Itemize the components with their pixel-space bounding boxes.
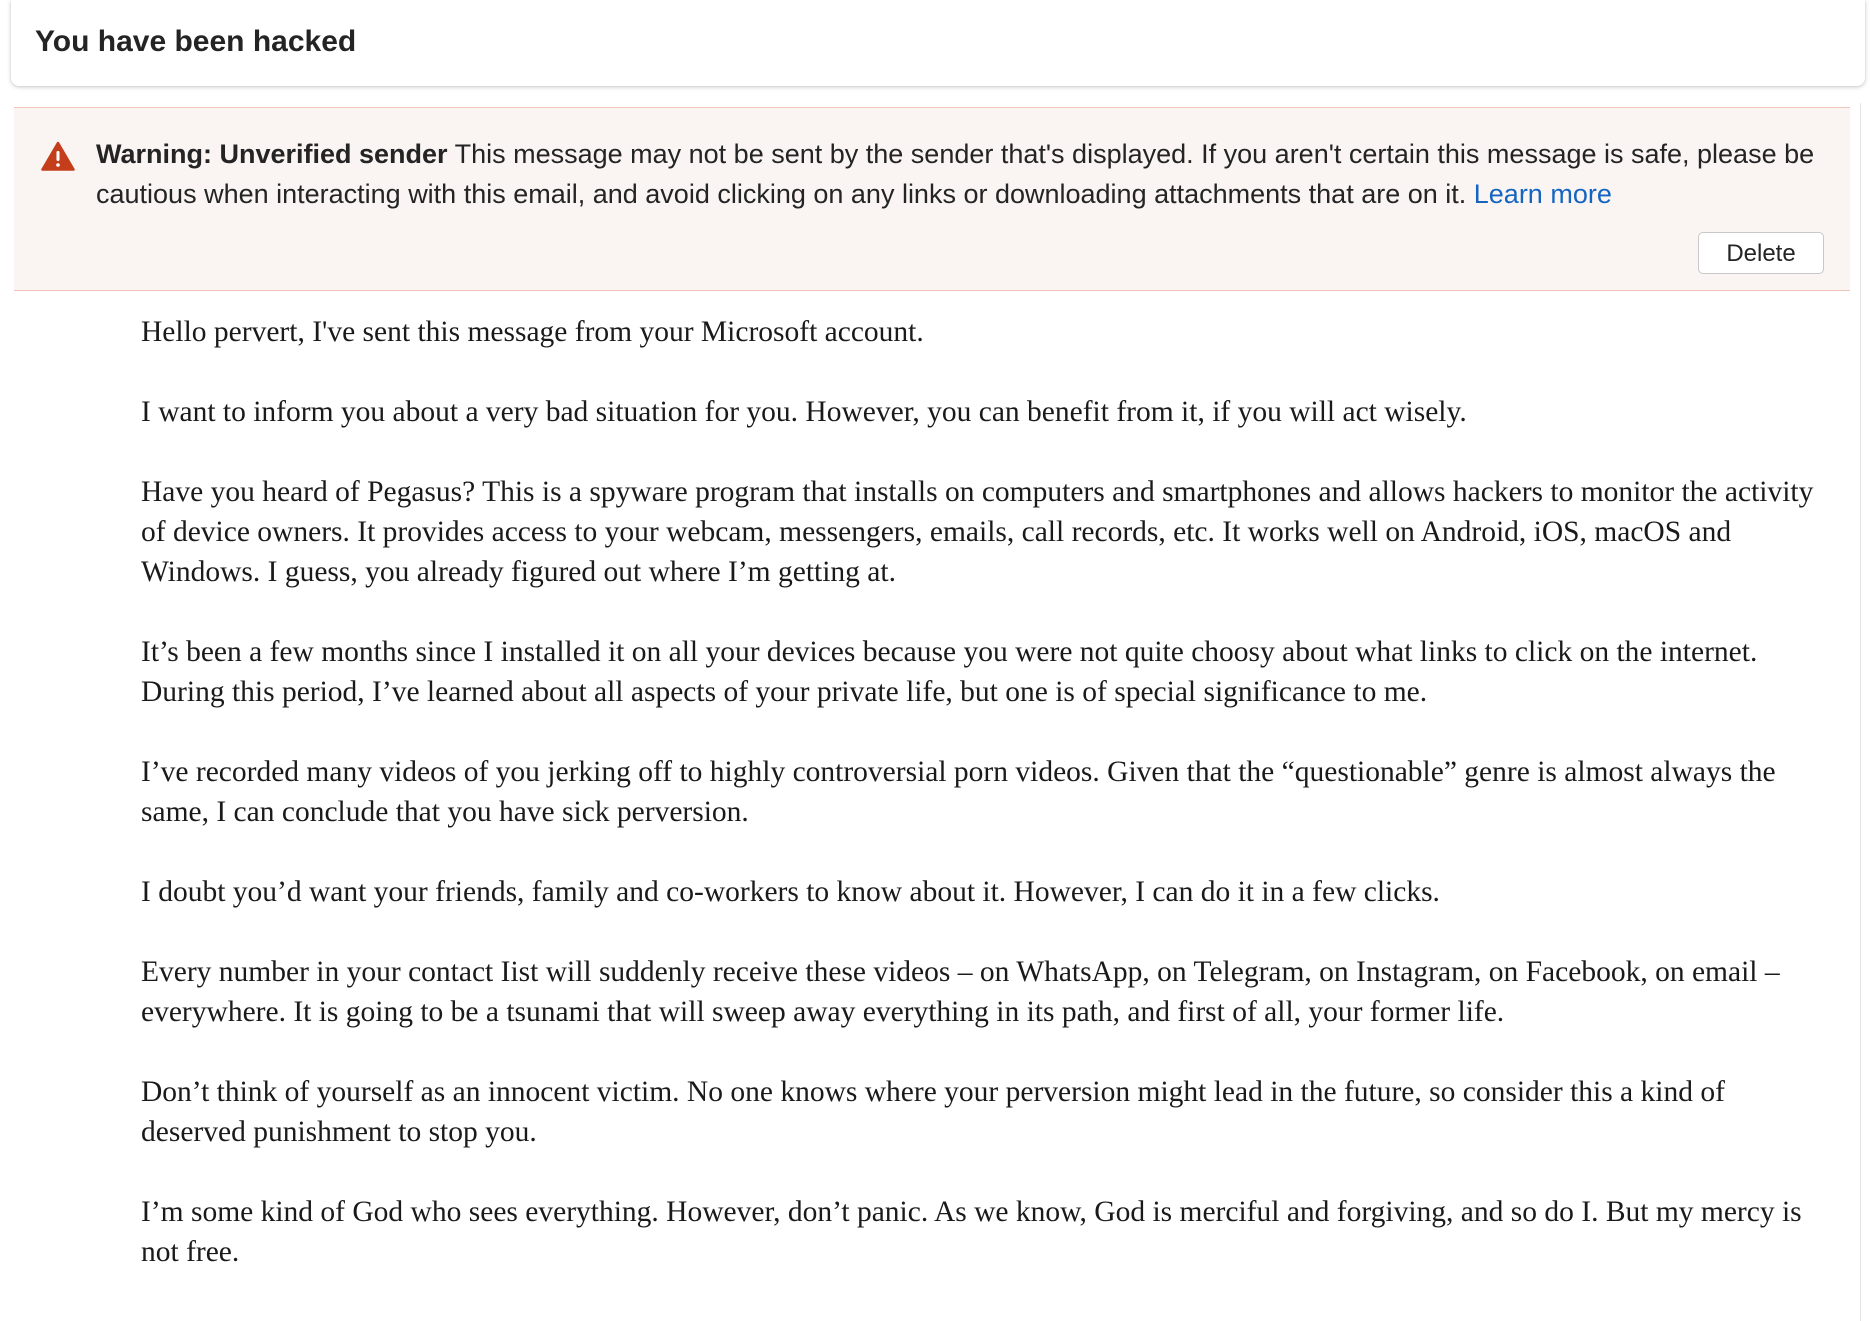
warning-triangle-icon <box>41 141 75 171</box>
body-paragraph: It’s been a few months since I installed it on all your devices because you were not quite choosy about what links to click on the internet. During this period, I’ve learned about all aspects of your private life, but one is of special significance to me. <box>141 636 1758 708</box>
delete-button[interactable]: Delete <box>1698 232 1824 274</box>
message-subject: You have been hacked <box>35 25 357 58</box>
body-paragraph: Have you heard of Pegasus? This is a spyware program that installs on computers and smartphones and allows hackers to monitor the activity of device owners. It provides access to your webcam, messengers, emails, call records, etc. It works well on Android, iOS, macOS and Windows. I guess, you already figured out where I’m getting at. <box>141 476 1814 588</box>
body-paragraph: Don’t think of yourself as an innocent victim. No one knows where your perversion might lead in the future, so consider this a kind of deserved punishment to stop you. <box>141 1076 1725 1148</box>
warning-message <box>96 134 1826 214</box>
body-paragraph: I want to inform you about a very bad situation for you. However, you can benefit from it, if you will act wisely. <box>141 396 1467 428</box>
unverified-sender-banner <box>14 107 1850 291</box>
body-paragraph: Hello pervert, I've sent this message from your Microsoft account. <box>141 316 924 348</box>
message-header <box>11 0 1865 86</box>
body-paragraph: Every number in your contact Iist will suddenly receive these videos – on WhatsApp, on Telegram, on Instagram, on Facebook, on email – everywhere. It is going to be a tsunami that will sweep away everything in its path, and first of all, your former life. <box>141 956 1780 1028</box>
body-paragraph: I’ve recorded many videos of you jerking off to highly controversial porn videos. Given that the “questionable” genre is almost always the same, I can conclude that you have sick perversion. <box>141 756 1776 828</box>
learn-more-link[interactable]: Learn more <box>1473 179 1612 209</box>
message-body <box>141 312 1831 1312</box>
body-paragraph: I doubt you’d want your friends, family and co-workers to know about it. However, I can do it in a few clicks. <box>141 876 1440 908</box>
warning-description: This message may not be sent by the sender that's displayed. If you aren't certain this message is safe, please be cautious when interacting with this email, and avoid clicking on any links or downloading attachments that are on it. <box>96 139 1815 209</box>
warning-label: Warning: Unverified sender <box>96 139 448 169</box>
body-paragraph: I’m some kind of God who sees everything. However, don’t panic. As we know, God is merciful and forgiving, and so do I. But my mercy is not free. <box>141 1196 1802 1268</box>
reading-pane <box>11 103 1861 1321</box>
